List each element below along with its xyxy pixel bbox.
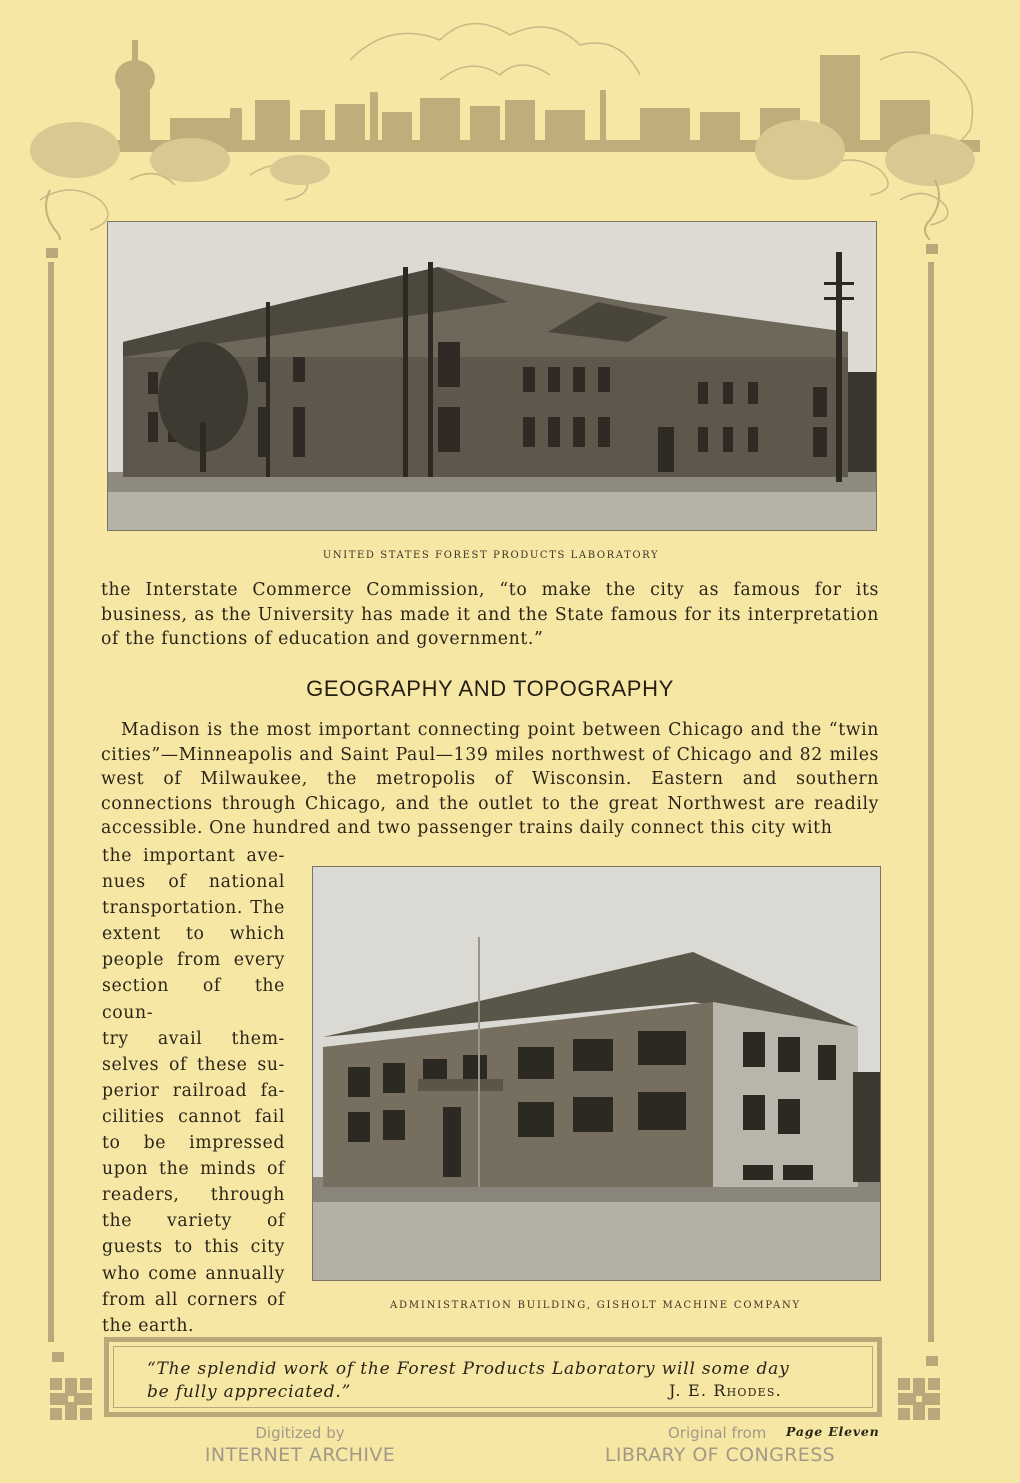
top-photo-caption: UNITED STATES FOREST PRODUCTS LABORATORY <box>322 550 660 561</box>
column-line: section of the coun- <box>102 976 285 1023</box>
page-number: Page Eleven <box>786 1424 880 1439</box>
column-line: try avail them- <box>102 1028 285 1049</box>
column-line: upon the minds of <box>102 1159 285 1180</box>
digitized-by-watermark <box>190 1424 410 1466</box>
left-lower-rule-cap <box>52 1352 64 1362</box>
right-border-rule <box>928 262 934 1342</box>
geography-paragraph: Madison is the most important connecting point between Chicago and the “twin cities”—Minneapolis and Saint Paul—139 miles northwest of Chicago and 82 miles west of Milwaukee, the metropolis of Wisconsin. Eastern and southern connections through Chicago, and the outlet to the great Northwest are readily accessible. One hundred and two passenger trains daily connect this city with <box>101 720 879 838</box>
column-line: selves of these su- <box>102 1054 285 1075</box>
column-line: cilities cannot fail <box>102 1106 285 1127</box>
column-line: from all corners of <box>102 1289 285 1310</box>
column-line: to be impressed <box>102 1133 285 1154</box>
original-from-label: Original from <box>668 1424 767 1442</box>
column-line: people from every <box>102 950 285 971</box>
right-lower-rule-cap <box>926 1356 938 1366</box>
library-of-congress-label: LIBRARY OF CONGRESS <box>604 1444 836 1466</box>
left-rule-cap <box>46 248 58 258</box>
skyline-header-ornament <box>0 0 1020 240</box>
digitized-by-label: Digitized by <box>255 1424 345 1442</box>
column-line: extent to which <box>102 924 285 945</box>
corner-ornament-left <box>50 1378 92 1420</box>
column-line: the earth. <box>102 1315 195 1336</box>
column-line: the important ave- <box>102 846 285 866</box>
gisholt-administration-building-photo <box>312 866 881 1281</box>
section-heading: GEOGRAPHY AND TOPOGRAPHY <box>306 676 674 701</box>
column-line: nues of national <box>102 872 285 893</box>
column-line: perior railroad fa- <box>102 1080 285 1101</box>
quote-line: “The splendid work of the Forest Products Laboratory will some day <box>147 1359 790 1379</box>
column-line: who come annually <box>102 1263 285 1284</box>
left-border-rule <box>48 262 54 1342</box>
column-line: readers, through <box>102 1185 285 1206</box>
quote-line: be fully appreciated.” <box>147 1382 352 1402</box>
column-line: the variety of <box>102 1211 285 1232</box>
corner-ornament-right <box>898 1378 940 1420</box>
column-line: transportation. The <box>102 898 285 919</box>
wrapped-text-column <box>102 843 285 1339</box>
quote-box <box>104 1337 882 1417</box>
column-line: guests to this city <box>102 1237 285 1258</box>
right-rule-cap <box>926 244 938 254</box>
bottom-photo-caption: ADMINISTRATION BUILDING, GISHOLT MACHINE COMPANY <box>390 1300 801 1311</box>
intro-paragraph: the Interstate Commerce Commission, “to make the city as famous for its business, as the University has made it and the State famous for its interpretation of the functions of education and government.” <box>101 580 879 649</box>
internet-archive-label: INTERNET ARCHIVE <box>204 1444 396 1466</box>
forest-products-laboratory-photo <box>107 221 877 531</box>
quote-author: J. E. Rhodes. <box>669 1381 782 1400</box>
